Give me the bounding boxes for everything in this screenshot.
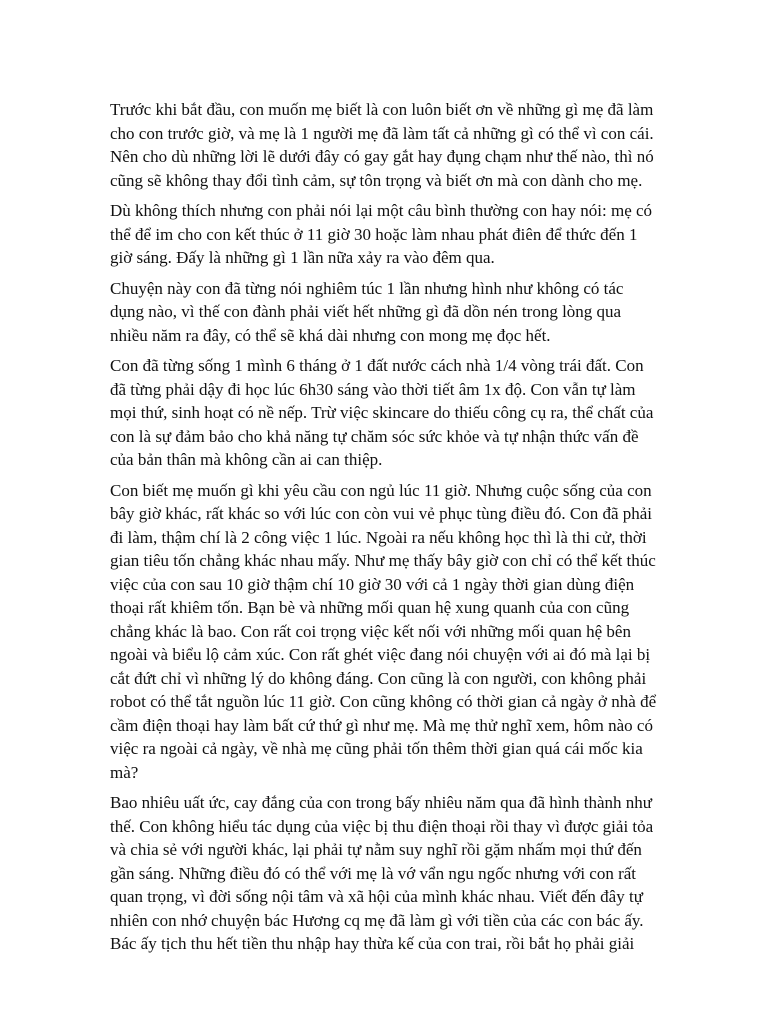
text-line: Con biết mẹ muốn gì khi yêu cầu con ngủ lúc 11 giờ. Nhưng cuộc sống của con — [110, 480, 652, 500]
paragraph-6 — [110, 791, 700, 956]
text-line: gần sáng. Những điều đó có thể với mẹ là vớ vẩn ngu ngốc nhưng với con rất — [110, 863, 637, 883]
text-line: việc của con sau 10 giờ thậm chí 10 giờ 30 với cả 1 ngày thời gian dùng điện — [110, 574, 635, 594]
text-line: của bản thân mà không cần ai can thiệp. — [110, 450, 383, 469]
text-line: mà? — [110, 762, 139, 782]
text-line: cầm điện thoại hay làm bất cứ thứ gì như mẹ. Mà mẹ thử nghĩ xem, hôm nào có — [110, 715, 653, 735]
text-line: thể để im cho con kết thúc ở 11 giờ 30 hoặc làm nhau phát điên để thức đến 1 — [110, 224, 638, 244]
text-line: Bác ấy tịch thu hết tiền thu nhập hay thừa kế của con trai, rồi bắt họ phải giải — [110, 934, 635, 953]
text-line: Chuyện này con đã từng nói nghiêm túc 1 lần nhưng hình như không có tác — [110, 278, 624, 298]
text-line: việc ra ngoài cả ngày, về nhà mẹ cũng phải tốn thêm thời gian quá cái mốc kia — [110, 739, 643, 758]
paragraph-1 — [110, 98, 700, 192]
text-line: dụng nào, vì thế con đành phải viết hết những gì đã dồn nén trong lòng qua — [110, 302, 622, 321]
paragraph-4 — [110, 354, 700, 472]
document-body — [110, 98, 700, 963]
text-line: ngoài và biểu lộ cảm xúc. Con rất ghét việc đang nói chuyện với ai đó mà lại bị — [110, 645, 651, 664]
text-line: bây giờ khác, rất khác so với lúc con còn vui vẻ phục tùng điều đó. Con đã phải — [110, 504, 653, 523]
text-line: Con đã từng sống 1 mình 6 tháng ở 1 đất nước cách nhà 1/4 vòng trái đất. Con — [110, 356, 644, 375]
text-line: robot có thể tắt nguồn lúc 11 giờ. Con cũng không có thời gian cả ngày ở nhà để — [110, 692, 657, 711]
text-line: đã từng phải dậy đi học lúc 6h30 sáng vào thời tiết âm 1x độ. Con vẫn tự làm — [110, 379, 636, 399]
paragraph-2 — [110, 199, 700, 270]
paragraph-3 — [110, 277, 700, 348]
text-line: thế. Con không hiểu tác dụng của việc bị thu điện thoại rồi thay vì được giải tỏa — [110, 816, 654, 836]
text-line: Dù không thích nhưng con phải nói lại một câu bình thường con hay nói: mẹ có — [110, 201, 653, 220]
text-line: Nên cho dù những lời lẽ dưới đây có gay gắt hay đụng chạm như thế nào, thì nó — [110, 147, 654, 166]
text-line: giờ sáng. Đấy là những gì 1 lần nữa xảy ra vào đêm qua. — [110, 248, 495, 267]
text-line: và chia sẻ với người khác, lại phải tự nằm suy nghĩ rồi gặm nhấm mọi thứ đến — [110, 840, 642, 859]
text-line: chẳng khác là bao. Con rất coi trọng việc kết nối với những mối quan hệ bên — [110, 621, 631, 641]
text-line: nhiên con nhớ chuyện bác Hương cq mẹ đã làm gì với tiền của các con bác ấy. — [110, 910, 644, 930]
text-line: con là sự đảm bảo cho khả năng tự chăm sóc sức khỏe và tự nhận thức vấn đề — [110, 426, 639, 446]
text-line: cho con trước giờ, và mẹ là 1 người mẹ đã làm tất cả những gì có thể vì con cái. — [110, 123, 654, 143]
text-line: cũng sẽ không thay đổi tình cảm, sự tôn trọng và biết ơn mà con dành cho mẹ. — [110, 170, 643, 190]
text-line: quan trọng, vì đời sống nội tâm và xã hội của mình khác nhau. Viết đến đây tự — [110, 887, 643, 906]
text-line: Trước khi bắt đầu, con muốn mẹ biết là con luôn biết ơn về những gì mẹ đã làm — [110, 100, 654, 119]
text-line: cắt đứt chỉ vì những lý do không đáng. Con cũng là con người, con không phải — [110, 668, 647, 688]
text-line: thoại rất khiêm tốn. Bạn bè và những mối quan hệ xung quanh của con cũng — [110, 598, 630, 617]
text-line: nhiều năm ra đây, có thể sẽ khá dài nhưng con mong mẹ đọc hết. — [110, 325, 551, 345]
text-line: mọi thứ, sinh hoạt có nề nếp. Trừ việc skincare do thiếu công cụ ra, thể chất của — [110, 403, 654, 422]
text-line: gian tiêu tốn chẳng khác nhau mấy. Như mẹ thấy bây giờ con chỉ có thể kết thúc — [110, 551, 656, 570]
paragraph-5 — [110, 479, 700, 785]
text-line: Bao nhiêu uất ức, cay đắng của con trong bấy nhiêu năm qua đã hình thành như — [110, 793, 652, 812]
text-line: đi làm, thậm chí là 2 công việc 1 lúc. Ngoài ra nếu không học thì là thi cử, thời — [110, 527, 647, 547]
